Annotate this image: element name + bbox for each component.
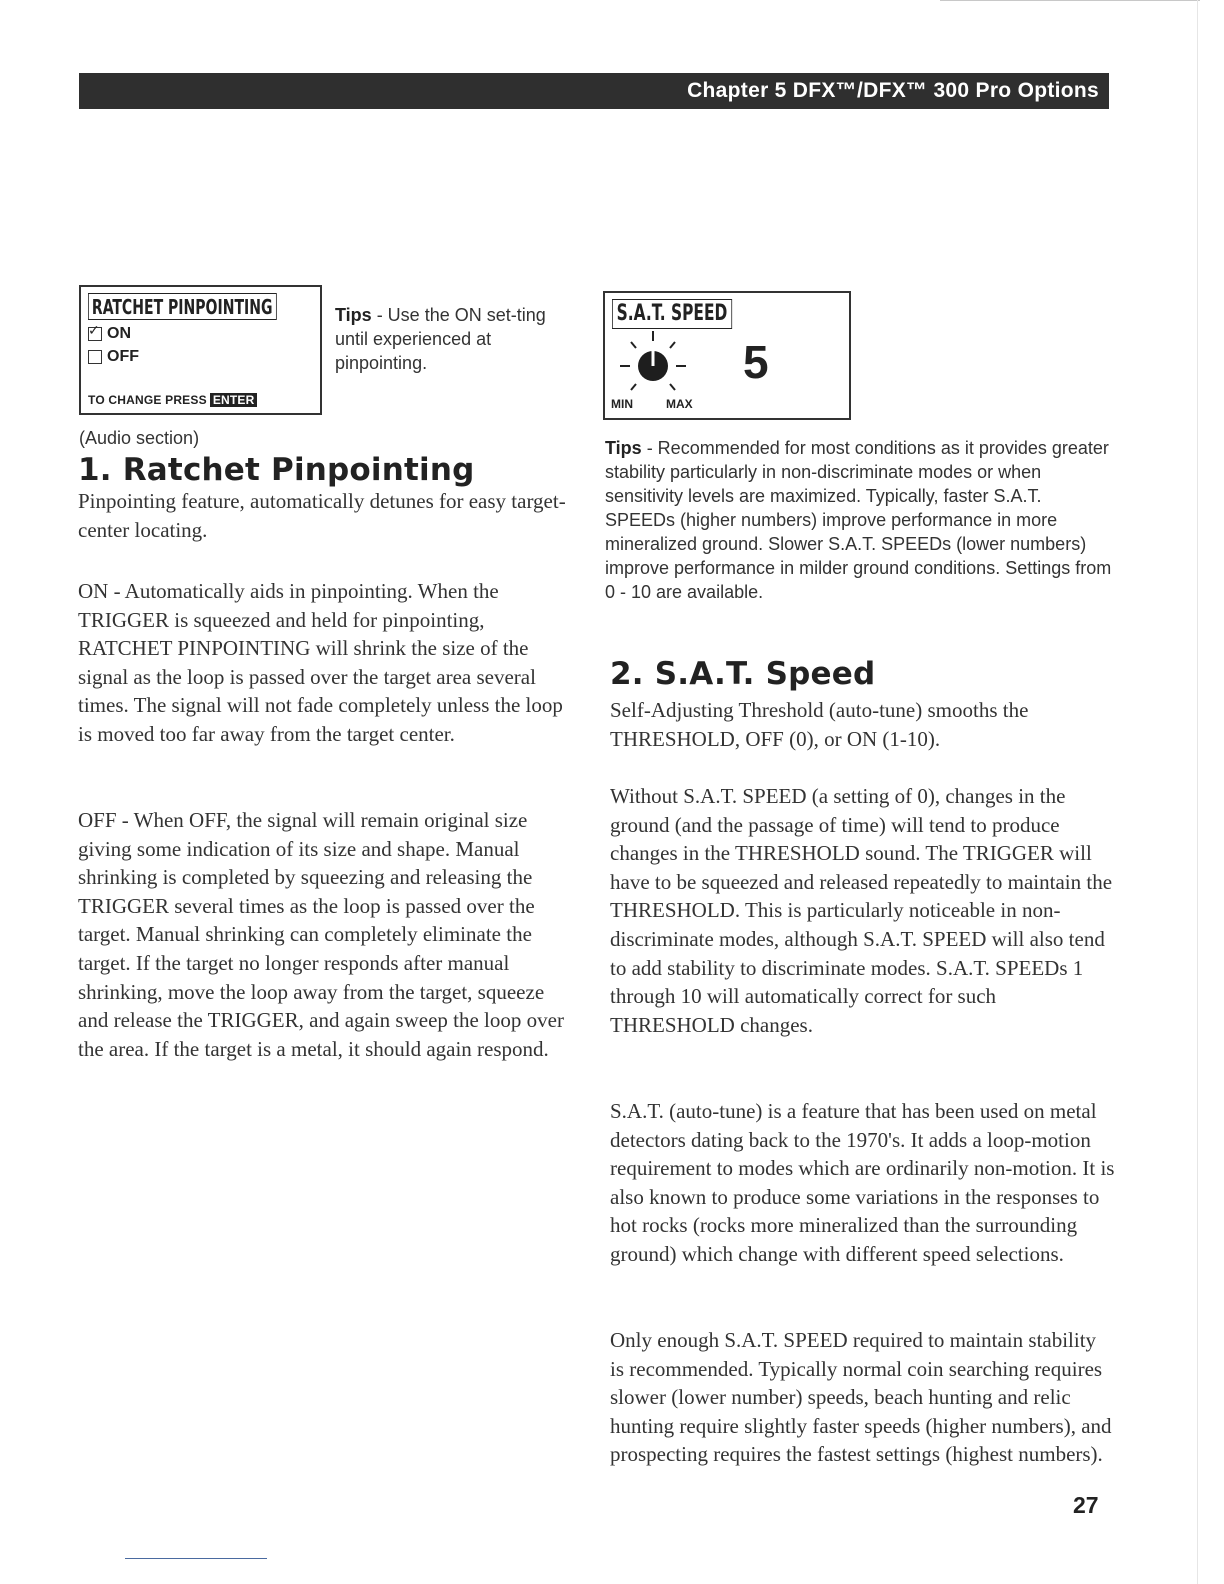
sat-paragraph-2: S.A.T. (auto-tune) is a feature that has been used on metal detectors dating back to the 1970's. It adds a loop-motion requirement to modes which are ordinarily non-motion. It is also known to produce some variations in the responses to hot rocks (rocks more mineralized than the surrounding ground) which change with different speed selections. bbox=[610, 1099, 1115, 1266]
sat-paragraph-3: Only enough S.A.T. SPEED required to maintain stability is recommended. Typically normal coin searching requires slower (lower number) speeds, beach hunting and relic hunting require slightly faster speeds (higher numbers), and prospecting requires the fastest settings (highest numbers). bbox=[610, 1328, 1112, 1467]
checkbox-empty-icon bbox=[88, 350, 102, 364]
tick-bottom-right bbox=[670, 384, 675, 390]
audio-section-label: (Audio section) bbox=[79, 428, 200, 448]
change-instruction bbox=[88, 393, 257, 407]
ratchet-heading: 1. Ratchet Pinpointing bbox=[78, 452, 475, 488]
ratchet-off-description: OFF - When OFF, the signal will remain original size giving some indication of its size and shape. Manual shrinking is completed by squeezing and releasing the TRIGGER several times as the loop is passed over the target. Manual shrinking can completely eliminate the target. If the target no longer responds after manual shrinking, move the loop away from the target, squeeze and release the TRIGGER, and again sweep the loop over the area. If the target is a metal, it should again respond. bbox=[78, 808, 564, 1061]
sat-intro: Self-Adjusting Threshold (auto-tune) smooths the THRESHOLD, OFF (0), or ON (1-10). bbox=[610, 698, 1029, 751]
sat-tips-text: - Recommended for most conditions as it provides greater stability particularly in non-discriminate modes or when sensitivity levels are maximized. Typically, faster S.A.T. SPEEDs (higher numbers) improve performance in more mineralized ground. Slower S.A.T. SPEEDs (lower numbers) improve performance in milder ground conditions. Settings from 0 - 10 are available. bbox=[605, 438, 1112, 602]
page-number: 27 bbox=[1073, 1492, 1099, 1518]
ratchet-on-description: ON - Automatically aids in pinpointing. When the TRIGGER is squeezed and held for pinpointing, RATCHET PINPOINTING will shrink the size of the signal as the loop is passed over the target area several times. The signal will not fade completely unless the loop is moved too far away from the target center. bbox=[78, 579, 563, 746]
option-off-label: OFF bbox=[107, 348, 139, 365]
sat-display-title: S.A.T. SPEED bbox=[612, 299, 732, 329]
min-label: MIN bbox=[611, 397, 633, 411]
ratchet-display-title: RATCHET PINPOINTING bbox=[88, 293, 276, 320]
checkbox-checked-icon: ✓ bbox=[88, 327, 102, 341]
footer-line bbox=[125, 1558, 267, 1559]
ratchet-pinpointing-display bbox=[79, 285, 322, 415]
right-edge-line bbox=[1197, 0, 1198, 1584]
sat-paragraph-1: Without S.A.T. SPEED (a setting of 0), changes in the ground (and the passage of time) will tend to produce changes in the THRESHOLD sound. The TRIGGER will have to be squeezed and released repeatedly to maintain the THRESHOLD. This is particularly noticeable in non-discriminate modes, although S.A.T. SPEED will also tend to add stability to discriminate modes. S.A.T. SPEEDs 1 through 10 will automatically correct for such THRESHOLD changes. bbox=[610, 784, 1113, 1037]
enter-key-label: ENTER bbox=[210, 393, 258, 407]
max-label: MAX bbox=[666, 397, 693, 411]
ratchet-tips-label: Tips bbox=[335, 305, 372, 325]
ratchet-tips-text: - Use the ON set-ting until experienced at pinpointing. bbox=[335, 305, 546, 373]
sat-heading: 2. S.A.T. Speed bbox=[610, 656, 876, 692]
tick-top-left bbox=[631, 342, 636, 348]
option-on bbox=[88, 322, 131, 343]
chapter-header-bar bbox=[79, 73, 1109, 109]
ratchet-intro: Pinpointing feature, automatically detunes for easy target-center locating. bbox=[78, 489, 566, 542]
press-text: TO CHANGE PRESS bbox=[88, 393, 207, 407]
top-edge-line bbox=[940, 0, 1200, 1]
ratchet-tips bbox=[335, 303, 550, 375]
sat-tips bbox=[605, 436, 1113, 604]
option-off bbox=[88, 348, 139, 366]
chapter-title: Chapter 5 DFX™/DFX™ 300 Pro Options bbox=[687, 79, 1099, 102]
dial-knob-icon bbox=[609, 331, 689, 401]
tick-bottom-left bbox=[631, 384, 636, 390]
tick-top-right bbox=[670, 342, 675, 348]
sat-speed-value: 5 bbox=[743, 336, 769, 388]
sat-tips-label: Tips bbox=[605, 438, 642, 458]
option-on-label: ON bbox=[107, 325, 131, 342]
sat-speed-display bbox=[603, 291, 851, 420]
